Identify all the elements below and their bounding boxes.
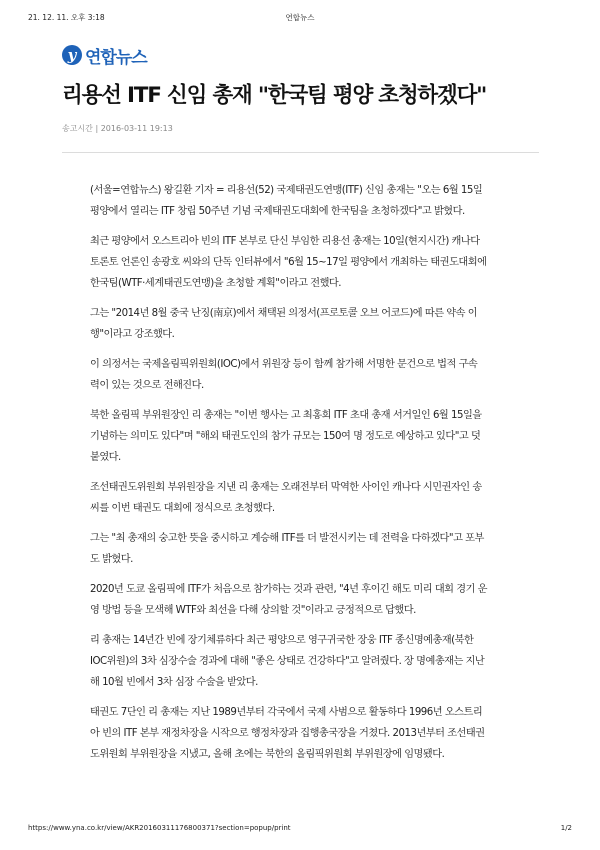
paragraph-line: 력이 있는 것으로 전해진다.	[90, 380, 204, 391]
paragraph-line: 도 밝혔다.	[90, 554, 133, 565]
article-paragraph	[90, 303, 560, 345]
paragraph-line: 붙였다.	[90, 452, 121, 463]
article-paragraph	[90, 405, 560, 468]
paragraph-line: 태권도 7단인 리 총재는 지난 1989년부터 각국에서 국제 사범으로 활동하다 1996년 오스트리	[90, 707, 483, 718]
print-footer	[28, 824, 572, 836]
paragraph-line: 행"이라고 강조했다.	[90, 329, 175, 340]
paragraph-line: 평양에서 열리는 ITF 창립 50주년 기념 국제태권도대회에 한국팀을 초청하겠다"고 밝혔다.	[90, 206, 465, 217]
article-paragraph	[90, 630, 560, 693]
article-paragraph	[90, 579, 560, 621]
print-page-number: 1/2	[560, 824, 572, 832]
paragraph-line: 도위원회 부위원장을 지냈고, 올해 초에는 북한의 올림픽위원회 부위원장에 임명됐다.	[90, 749, 445, 760]
paragraph-line: 이 의정서는 국제올림픽위원회(IOC)에서 위원장 등이 함께 참가해 서명한 문건으로 법적 구속	[90, 359, 478, 370]
paragraph-line: IOC위원)의 3차 심장수술 경과에 대해 "좋은 상태로 건강하다"고 알려줬다. 장 명예총재는 지난	[90, 656, 485, 667]
paragraph-line: 한국팀(WTF·세계태권도연맹)을 초청할 계획"이라고 전했다.	[90, 278, 341, 289]
print-datetime: 21. 12. 11. 오후 3:18	[28, 13, 105, 22]
article-paragraph	[90, 477, 560, 519]
paragraph-line: 아 빈의 ITF 본부 재정차장을 시작으로 행정차장과 집행총국장을 거쳤다. 2013년부터 조선태권	[90, 728, 485, 739]
paragraph-line: 2020년 도쿄 올림픽에 ITF가 처음으로 참가하는 것과 관련, "4년 후이긴 해도 미리 대회 경기 운	[90, 584, 488, 595]
paragraph-line: 조선태권도위원회 부위원장을 지낸 리 총재는 오래전부터 막역한 사이인 캐나다 시민권자인 송	[90, 482, 482, 493]
article-body	[90, 180, 560, 774]
yonhap-logo-icon: y	[62, 45, 82, 65]
paragraph-line: 해 10월 빈에서 3차 심장 수술을 받았다.	[90, 677, 258, 688]
article-paragraph	[90, 702, 560, 765]
print-header	[28, 12, 572, 24]
yonhap-logo[interactable]	[62, 42, 147, 68]
article-meta: 송고시간 | 2016-03-11 19:13	[62, 124, 173, 133]
paragraph-line: 씨를 이번 태권도 대회에 정식으로 초청했다.	[90, 503, 275, 514]
paragraph-line: 그는 "최 총재의 숭고한 뜻을 중시하고 계승해 ITF를 더 발전시키는 데 전력을 다하겠다"고 포부	[90, 533, 484, 544]
article-paragraph	[90, 180, 560, 222]
article-paragraph	[90, 528, 560, 570]
paragraph-line: 최근 평양에서 오스트리아 빈의 ITF 본부로 단신 부임한 리용선 총재는 10일(현지시간) 캐나다	[90, 236, 480, 247]
paragraph-line: 북한 올림픽 부위원장인 리 총재는 "이번 행사는 고 최홍희 ITF 초대 총재 서거일인 6월 15일을	[90, 410, 482, 421]
print-page-title: 연합뉴스	[285, 13, 315, 22]
article-paragraph	[90, 354, 560, 396]
paragraph-line: 리 총재는 14년간 빈에 장기체류하다 최근 평양으로 영구귀국한 장웅 ITF 종신명예총재(북한	[90, 635, 474, 646]
paragraph-line: 토론토 언론인 송광호 씨와의 단독 인터뷰에서 "6월 15~17일 평양에서 개최하는 태권도대회에	[90, 257, 487, 268]
yonhap-logo-text: 연합뉴스	[85, 47, 147, 68]
divider	[62, 152, 539, 153]
paragraph-line: 기념하는 의미도 있다"며 "해외 태권도인의 참가 규모는 150여 명 정도로 예상하고 있다"고 덧	[90, 431, 481, 442]
article-paragraph	[90, 231, 560, 294]
paragraph-line: 영 방법 등을 모색해 WTF와 최선을 다해 상의할 것"이라고 긍정적으로 답했다.	[90, 605, 416, 616]
print-url: https://www.yna.co.kr/view/AKR20160311176800371?section=popup/print	[28, 824, 291, 832]
article-headline: 리용선 ITF 신임 총재 "한국팀 평양 초청하겠다"	[62, 83, 487, 108]
paragraph-line: (서울=연합뉴스) 왕길환 기자 = 리용선(52) 국제태권도연맹(ITF) 신임 총재는 "오는 6월 15일	[90, 185, 483, 196]
paragraph-line: 그는 "2014년 8월 중국 난징(南京)에서 채택된 의정서(프로토콜 오브 어코드)에 따른 약속 이	[90, 308, 478, 319]
